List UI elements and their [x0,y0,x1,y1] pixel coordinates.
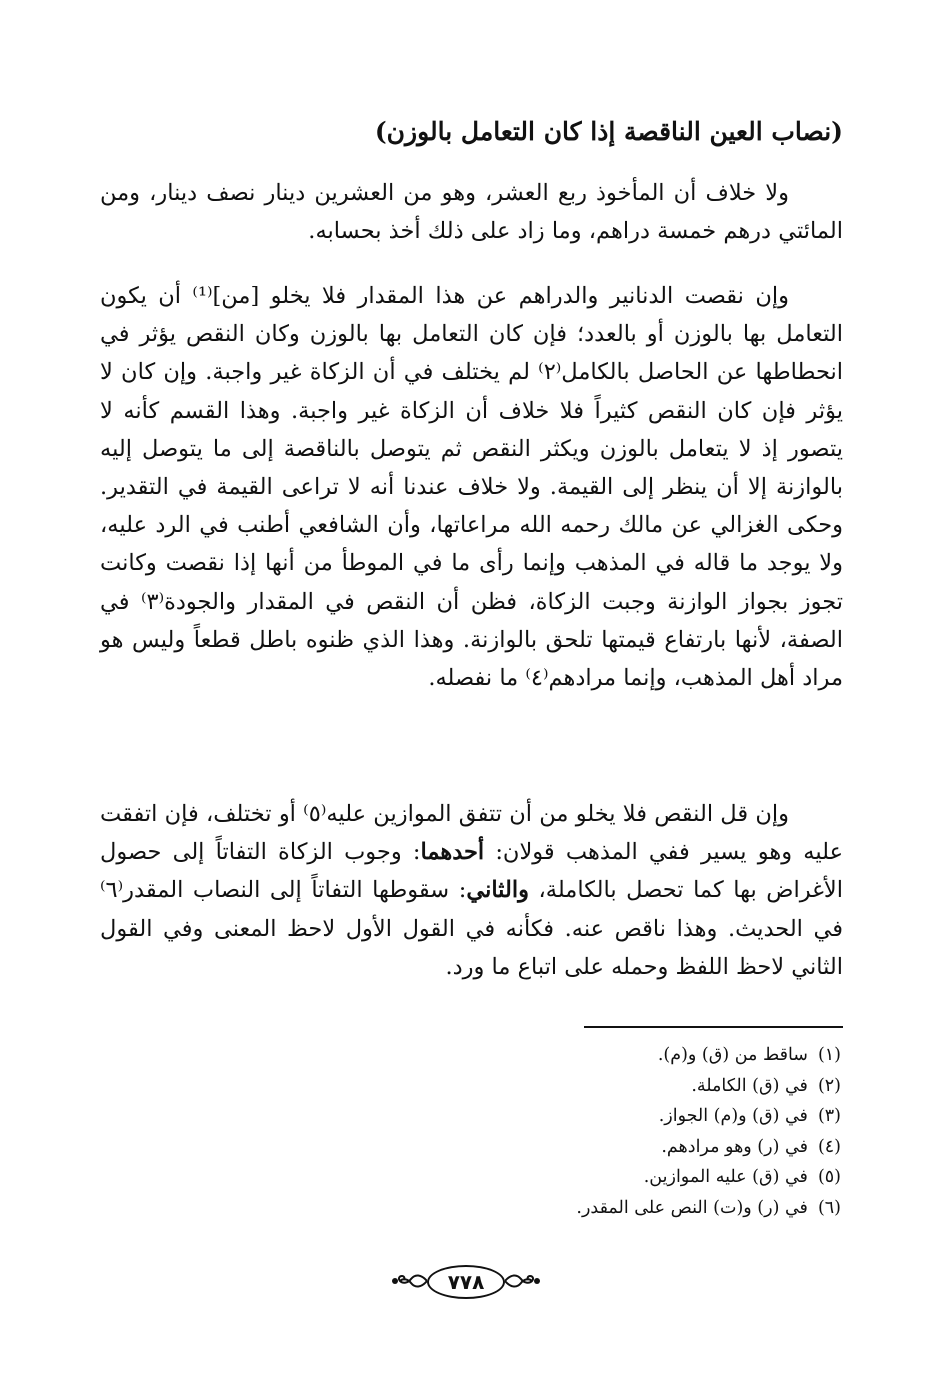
paragraph-1 [100,174,843,250]
paragraph-part: وإن قل النقص فلا يخلو من أن تتفق الموازين عليه⁽٥⁾ أو تختلف، فإن اتفقت عليه وهو يسير ففي المذهب قولان: [100,801,843,866]
footnote-text: في (ر) وهو مرادهم. [661,1136,808,1157]
footnote-number: (٢) [817,1075,841,1096]
paragraph-part: : وجوب الزكاة التفاتاً إلى حصول الأغراض بها كما تحصل بالكاملة، [100,839,843,904]
footnote-number: (٥) [817,1167,841,1188]
paragraph-text [100,795,843,986]
footnote-number: (٣) [817,1106,841,1127]
footnote-number: (١) [817,1045,841,1065]
footnote-item [201,1040,841,1071]
footnote-text: في (ق) عليه الموازين. [643,1167,808,1188]
footnotes [201,1040,841,1224]
paragraph-2 [100,277,843,697]
paragraph-text: وإن نقصت الدنانير والدراهم عن هذا المقدار فلا يخلو [من]⁽¹⁾ أن يكون التعامل بها بالوزن أو بالعدد؛ فإن كان التعامل بها بالوزن وكان النقص يؤثر في انحطاطها عن الحاصل بالكامل⁽٢⁾ لم يختلف في أن الزكاة غير واجبة. وإن كان لا يؤثر فإن كان النقص كثيراً فلا خلاف أن الزكاة غير واجبة. وهذا القسم كأنه لا يتصور إذ لا يتعامل بالوزن ويكثر النقص ثم يتوصل بالناقصة إلى ما يتوصل إليه بالوازنة إلا أن ينظر إلى القيمة. ولا خلاف عندنا أنه لا تراعى القيمة في التقدير. وحكى الغزالي عن مالك رحمه الله مراعاتها، وأن الشافعي أطنب في الرد عليه، ولا يوجد ما قاله في المذهب وإنما رأى ما في الموطأ من أنها إذا نقصت وكانت تجوز بجواز الوازنة وجبت الزكاة، فظن أن النقص في المقدار والجودة⁽٣⁾ في الصفة، لأنها بارتفاع قيمتها تلحق بالوازنة. وهذا الذي ظنوه باطل قطعاً وليس هو مراد أهل المذهب، وإنما مرادهم⁽٤⁾ ما نفصله. [100,283,844,692]
page-number-ornament [391,1263,541,1303]
footnote-item [201,1071,841,1102]
section-heading: (نصاب العين الناقصة إذا كان التعامل بالوزن) [374,117,843,146]
page-number: ٧٧٨ [427,1265,505,1299]
paragraph-text: ولا خلاف أن المأخوذ ربع العشر، وهو من العشرين دينار نصف دينار، ومن المائتي درهم خمسة دراهم، وما زاد على ذلك أخذ بحسابه. [100,180,843,245]
first-opinion-label: أحدهما [420,839,485,866]
footnote-item [201,1101,841,1132]
footnote-item [201,1162,841,1193]
left-flourish-icon [391,1270,427,1292]
footnote-text: في (ق) الكاملة. [691,1075,808,1096]
right-flourish-icon [505,1270,541,1292]
footnote-item [201,1193,841,1224]
paragraph-part: : سقوطها التفاتاً إلى النصاب المقدر⁽٦⁾ في الحديث. وهذا ناقص عنه. فكأنه في القول الأول لاحظ المعنى وفي القول الثاني لاحظ اللفظ وحمله على اتباع ما ورد. [100,877,843,980]
footnote-text: ساقط من (ق) و(م). [657,1045,808,1065]
footnote-text: في (ق) و(م) الجواز. [658,1106,808,1127]
footnote-separator [584,1026,843,1028]
footnote-text: في (ر) و(ت) النص على المقدر. [576,1197,808,1218]
second-opinion-label: والثاني [466,877,529,904]
paragraph-3 [100,795,843,986]
footnote-item [201,1132,841,1163]
footnote-number: (٦) [817,1197,841,1218]
footnote-number: (٤) [817,1136,841,1157]
